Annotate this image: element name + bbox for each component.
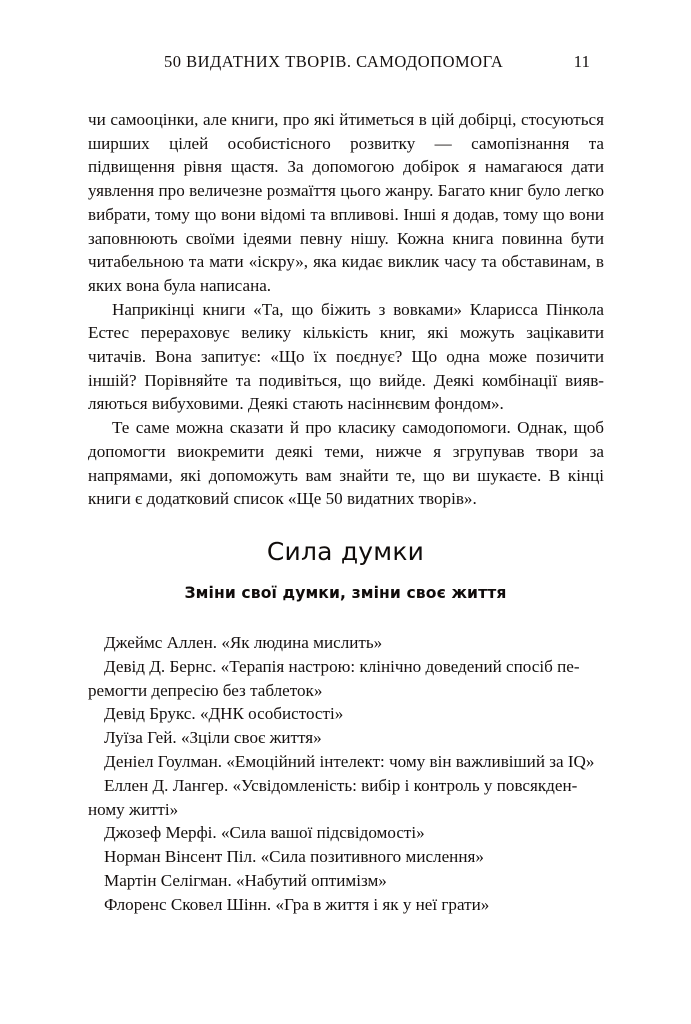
list-item: Джеймс Аллен. «Як людина мислить» xyxy=(104,633,383,652)
list-item: Еллен Д. Лангер. «Усвідомленість: вибір і контроль у повсякденному житті» xyxy=(88,775,578,819)
list-item: Флоренс Сковел Шінн. «Гра в життя і як у неї грати» xyxy=(104,894,490,914)
paragraph: чи самооцінки, але книги, про які йтиметься в цій добірці, стосуються ширших цілей особистісного розвитку — самопізнання та підвищення рівня щастя. За допомогою добірок я намагаюся дати уявлення про величезне розмаїття цього жанру. Багато книг було легко вибрати, тому що вони відомі та впливові. Інші я додав, тому що вони заповнюють своїми ідеями певну нішу. Кожна книга повинна бути читабельною та мати «іскру», яка кидає виклик часу та обставинам, в яких вона була написана. xyxy=(88,110,604,295)
paragraph: Наприкінці книги «Та, що біжить з вовками» Кларисса Пінкола Естес перераховує велику кількість книг, які можуть зацікавити читачів. Вона запитує: «Що їх поєднує? Що одна може позичити іншій? Порівняйте та подивіться, що вийде. Деякі комбінації виявляються вибуховими. Деякі стають насіннєвим фондом». xyxy=(88,299,604,414)
list-item: Мартін Селігман. «Набутий оптимізм» xyxy=(104,870,387,890)
list-item: Деніел Гоулман. «Емоційний інтелект: чому він важливіший за IQ» xyxy=(104,751,595,771)
running-head-title: 50 ВИДАТНИХ ТВОРІВ. САМОДОПОМОГА xyxy=(164,52,504,71)
list-item: Джозеф Мерфі. «Сила вашої підсвідомості» xyxy=(104,823,425,843)
paragraph: Те саме можна сказати й про класику самодопомоги. Однак, щоб допомогти виокремити деякі теми, нижче я згрупував твори за напрямами, які допоможуть вам знайти те, що ви шукаєте. В кінці книги є додатковий список «Ще 50 видатних творів». xyxy=(88,418,604,509)
list-item: Девід Д. Бернс. «Терапія настрою: клінічно доведений спосіб перемогти депресію без таблеток» xyxy=(88,656,580,700)
list-item: Луїза Гей. «Зціли своє життя» xyxy=(104,728,322,748)
book-list xyxy=(88,631,604,917)
running-head xyxy=(88,52,602,78)
section-subtitle: Зміни свої думки, зміни своє життя xyxy=(184,584,507,602)
page-number: 11 xyxy=(573,52,590,71)
list-item: Норман Вінсент Піл. «Сила позитивного мислення» xyxy=(104,847,484,867)
body-text-block xyxy=(88,108,604,511)
section-title: Сила думки xyxy=(266,537,425,566)
list-item: Девід Брукс. «ДНК особистості» xyxy=(104,704,344,724)
